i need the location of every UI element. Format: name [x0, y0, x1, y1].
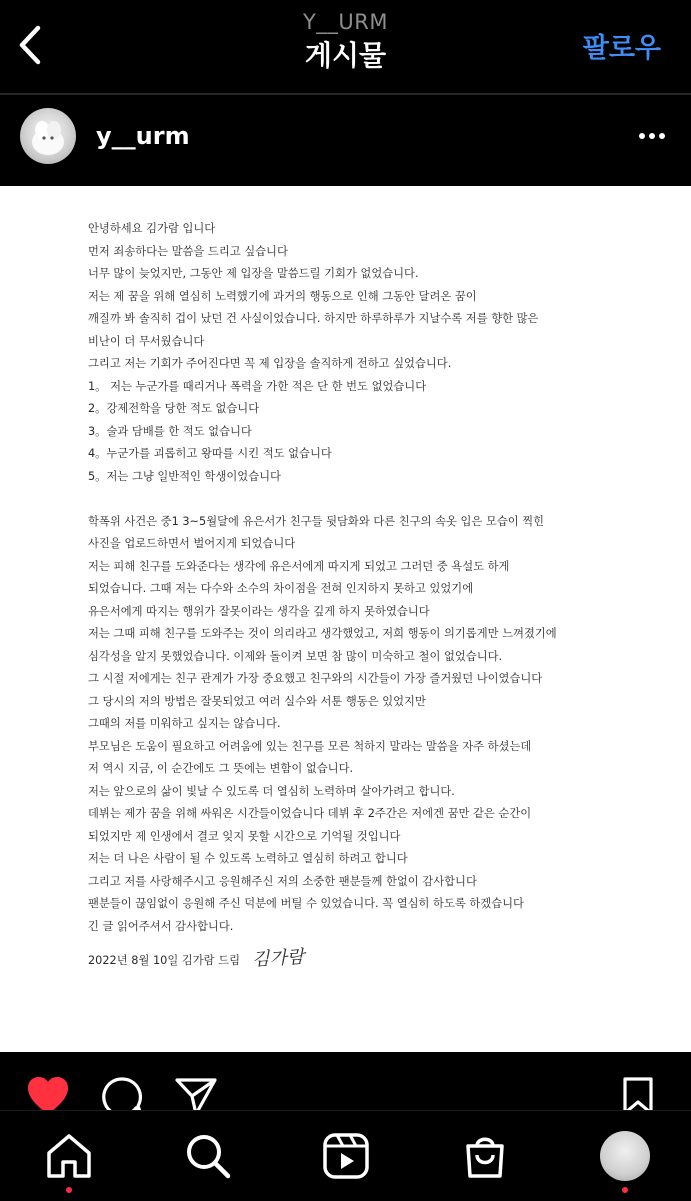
letter-line: 4。누군가를 괴롭히고 왕따를 시킨 적도 없습니다	[88, 447, 332, 460]
letter-line: 심각성을 알지 못했었습니다. 이제와 돌이켜 보면 참 많이 미숙하고 철이 없었습니다.	[88, 649, 503, 663]
letter-line: 저는 제 꿈을 위해 열심히 노력했기에 과거의 행동으로 인해 그동안 달려온 꿈이	[88, 289, 477, 303]
letter-line: 저는 그때 피해 친구를 도와주는 것이 의리라고 생각했었고, 저희 행동이 의기롭게만 느껴졌기에	[88, 627, 557, 640]
letter-line: 저 역시 지금, 이 순간에도 그 뜻에는 변함이 없습니다.	[88, 762, 354, 775]
page-title: 게시물	[304, 39, 387, 72]
shop-icon[interactable]	[460, 1131, 510, 1181]
letter-line: 유은서에게 따지는 행위가 잘못이라는 생각을 깊게 하지 못하였습니다	[88, 604, 430, 618]
search-icon[interactable]	[183, 1131, 233, 1181]
letter-paragraph-gap	[88, 488, 648, 511]
letter-line: 저는 피해 친구를 도와준다는 생각에 유은서에게 따지게 되었고 그러던 중 욕설도 하게	[88, 559, 510, 573]
letter-line: 2。강제전학을 당한 적도 없습니다	[88, 402, 260, 415]
letter-line: 안녕하세요 김가람 입니다	[88, 222, 216, 235]
letter-line: 깨질까 봐 솔직히 겁이 났던 건 사실이었습니다. 하지만 하루하루가 지날수록 저를 향한 많은	[88, 312, 539, 325]
letter-line: 그때의 저를 미워하고 싶지는 않습니다.	[88, 717, 281, 730]
post-action-bar	[0, 1052, 691, 1110]
letter-line: 저는 앞으로의 삶이 빛날 수 있도록 더 열심히 노력하며 살아가려고 합니다.	[88, 784, 455, 798]
letter-line: 그 당시의 저의 방법은 잘못되었고 여러 실수와 서툰 행동은 있었지만	[88, 694, 426, 708]
letter-line: 그리고 저는 기회가 주어진다면 꼭 제 입장을 솔직하게 전하고 싶었습니다.	[88, 357, 452, 370]
home-notification-dot	[66, 1187, 72, 1193]
header-divider	[0, 93, 691, 95]
letter-line: 먼저 죄송하다는 말씀을 드리고 싶습니다	[88, 244, 288, 258]
avatar[interactable]	[20, 108, 76, 164]
letter-line: 팬분들이 끊임없이 응원해 주신 덕분에 버틸 수 있었습니다. 꼭 열심히 하도록 하겠습니다	[88, 897, 524, 910]
handwritten-signature: 김가람	[251, 946, 305, 971]
letter-line: 비난이 더 무서웠습니다	[88, 334, 205, 348]
letter-text	[88, 218, 648, 938]
home-icon[interactable]	[44, 1131, 94, 1181]
letter-line: 3。술과 담배를 한 적도 없습니다	[88, 424, 252, 438]
more-options-icon[interactable]	[637, 126, 667, 146]
letter-line: 5。저는 그냥 일반적인 학생이었습니다	[88, 469, 281, 483]
header-username: Y__URM	[303, 10, 388, 34]
letter-line: 부모님은 도움이 필요하고 어려움에 있는 친구를 모른 척하지 말라는 말씀을 자주 하셨는데	[88, 739, 532, 753]
profile-notification-dot	[622, 1187, 628, 1193]
letter-line: 학폭위 사건은 중1 3~5월달에 유은서가 친구들 뒷담화와 다른 친구의 속옷 입은 모습이 찍힌	[88, 514, 545, 528]
letter-line: 저는 더 나은 사람이 될 수 있도록 노력하고 열심히 하려고 합니다	[88, 852, 408, 865]
reels-icon[interactable]	[321, 1131, 371, 1181]
letter-line: 사진을 업로드하면서 벌어지게 되었습니다	[88, 537, 296, 550]
top-bar	[0, 0, 691, 88]
post-author-row	[0, 98, 691, 184]
letter-line: 데뷔는 제가 꿈을 위해 싸워온 시간들이었습니다 데뷔 후 2주간은 저에겐 꿈만 같은 순간이	[88, 807, 532, 820]
letter-line: 그리고 저를 사랑해주시고 응원해주신 저의 소중한 팬분들께 한없이 감사합니다	[88, 874, 477, 888]
letter-date-signature: 2022년 8월 10일 김가람 드림	[88, 954, 240, 967]
profile-avatar[interactable]	[600, 1131, 650, 1181]
letter-line: 그 시절 저에게는 친구 관계가 가장 중요했고 친구와의 시간들이 가장 즐거웠던 나이였습니다	[88, 672, 543, 685]
follow-button[interactable]: 팔로우	[582, 33, 661, 64]
letter-line: 너무 많이 늦었지만, 그동안 제 입장을 말씀드릴 기회가 없었습니다.	[88, 267, 419, 280]
bottom-navigation	[0, 1110, 691, 1201]
letter-line: 되었지만 제 인생에서 결코 잊지 못할 시간으로 기억될 것입니다	[88, 829, 401, 843]
letter-line: 긴 글 읽어주셔서 감사합니다.	[88, 919, 234, 933]
letter-line: 되었습니다. 그때 저는 다수와 소수의 차이점을 전혀 인지하지 못하고 있었기에	[88, 582, 474, 595]
author-username[interactable]: y__urm	[96, 122, 190, 150]
letter-line: 1。 저는 누군가를 때리거나 폭력을 가한 적은 단 한 번도 없었습니다	[88, 379, 427, 393]
post-image[interactable]	[0, 186, 691, 1052]
